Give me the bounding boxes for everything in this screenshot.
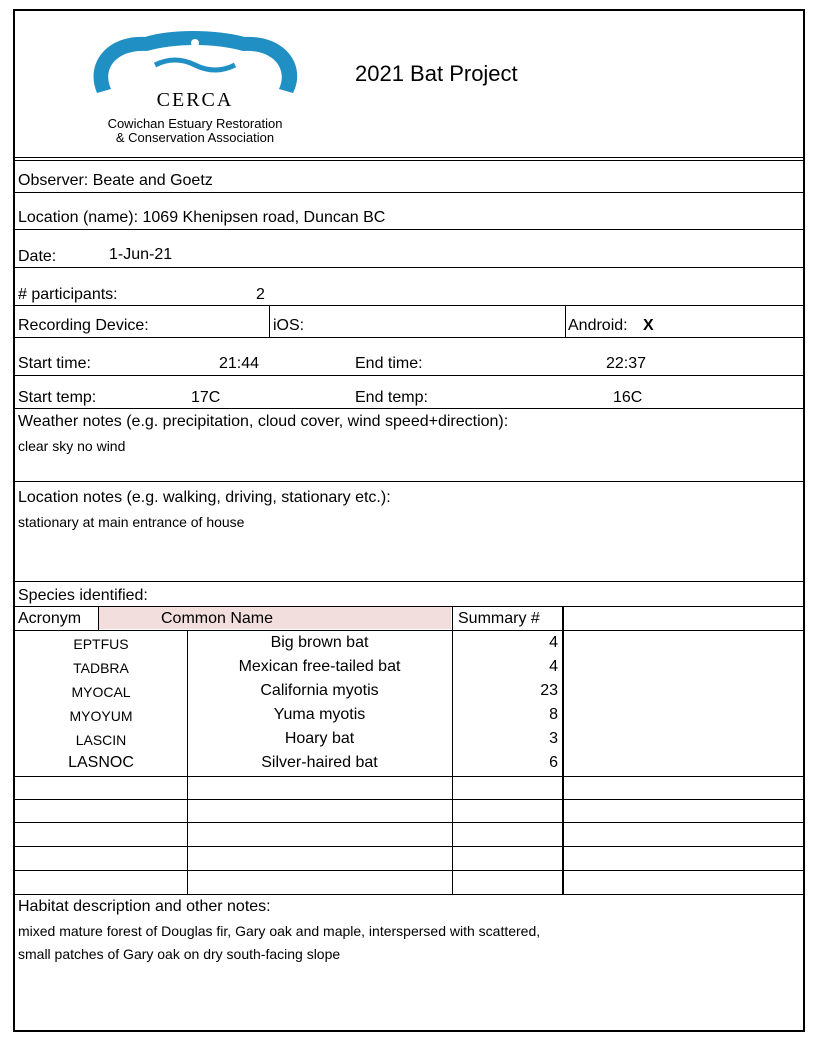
acronym-cell: TADBRA	[73, 660, 129, 676]
participants-value: 2	[256, 286, 265, 303]
participants-label: # participants:	[18, 286, 118, 303]
col-header-acronym: Acronym	[18, 610, 82, 627]
habitat-line-2: small patches of Gary oak on dry south-facing slope	[18, 946, 341, 962]
page-title: 2021 Bat Project	[355, 61, 518, 86]
row-divider	[15, 846, 803, 847]
org-abbrev: CERCA	[156, 89, 234, 111]
col-divider	[562, 606, 564, 894]
species-label: Species identified:	[18, 587, 148, 604]
logo-wave	[155, 60, 235, 70]
count-cell: 3	[549, 730, 558, 747]
start-temp-value: 17C	[191, 389, 221, 406]
cerca-logo	[75, 25, 315, 145]
date-value: 1-Jun-21	[109, 246, 173, 263]
row-divider	[15, 630, 803, 631]
header-divider	[15, 157, 803, 158]
row-divider	[15, 337, 803, 338]
count-cell: 23	[540, 682, 558, 699]
acronym-cell: EPTFUS	[73, 636, 129, 652]
col-divider	[269, 305, 270, 337]
location-field: Location (name): 1069 Khenipsen road, Duncan BC	[18, 209, 386, 226]
start-temp-label: Start temp:	[18, 389, 97, 406]
row-divider	[15, 799, 803, 800]
row-divider	[15, 776, 803, 777]
common-name-cell: Silver-haired bat	[261, 754, 378, 771]
weather-label: Weather notes (e.g. precipitation, cloud cover, wind speed+direction):	[18, 413, 509, 430]
row-divider	[15, 305, 803, 306]
table-header-fill	[99, 607, 451, 629]
row-divider	[15, 581, 803, 582]
acronym-cell: MYOCAL	[71, 684, 131, 700]
row-divider	[15, 870, 803, 871]
row-divider	[15, 822, 803, 823]
ios-label: iOS:	[273, 317, 305, 334]
row-divider	[15, 894, 803, 895]
row-divider	[15, 267, 803, 268]
count-cell: 8	[549, 706, 558, 723]
date-label: Date:	[18, 248, 57, 265]
count-cell: 6	[549, 754, 558, 771]
observer-field: Observer: Beate and Goetz	[18, 172, 213, 189]
row-divider	[15, 481, 803, 482]
count-cell: 4	[549, 658, 558, 675]
row-divider	[15, 408, 803, 409]
col-divider	[98, 606, 99, 630]
common-name-cell: Hoary bat	[284, 730, 355, 747]
header-divider-2	[15, 160, 803, 161]
habitat-line-1: mixed mature forest of Douglas fir, Gary oak and maple, interspersed with scattered,	[18, 923, 541, 939]
common-name-cell: Mexican free-tailed bat	[238, 658, 401, 675]
logo-eye-mid	[191, 39, 199, 47]
col-header-common-name: Common Name	[161, 610, 274, 627]
end-time-value: 22:37	[606, 355, 647, 372]
end-temp-label: End temp:	[355, 389, 428, 406]
org-name-line2: & Conservation Association	[115, 130, 275, 145]
habitat-label: Habitat description and other notes:	[18, 898, 271, 915]
android-value: X	[643, 317, 654, 334]
logo-eye-right	[250, 52, 260, 62]
device-label: Recording Device:	[18, 317, 149, 334]
count-cell: 4	[549, 634, 558, 651]
col-divider	[565, 305, 566, 337]
row-divider	[15, 375, 803, 376]
start-time-label: Start time:	[18, 355, 91, 372]
android-label: Android:	[568, 317, 628, 334]
logo-eye-left	[130, 52, 140, 62]
acronym-cell: LASCIN	[75, 732, 127, 748]
org-name-line1: Cowichan Estuary Restoration	[107, 116, 283, 131]
location-notes-value: stationary at main entrance of house	[18, 514, 245, 530]
bat-survey-form	[13, 9, 805, 1032]
row-divider	[15, 192, 803, 193]
location-notes-label: Location notes (e.g. walking, driving, stationary etc.):	[18, 489, 391, 506]
start-time-value: 21:44	[219, 355, 260, 372]
common-name-cell: California myotis	[260, 682, 379, 699]
weather-value: clear sky no wind	[18, 438, 126, 454]
common-name-cell: Yuma myotis	[273, 706, 366, 723]
row-divider	[15, 229, 803, 230]
acronym-cell: LASNOC	[68, 754, 134, 771]
common-name-cell: Big brown bat	[270, 634, 369, 651]
end-temp-value: 16C	[613, 389, 643, 406]
col-header-summary: Summary #	[458, 610, 540, 627]
acronym-cell: MYOYUM	[69, 708, 133, 724]
end-time-label: End time:	[355, 355, 423, 372]
